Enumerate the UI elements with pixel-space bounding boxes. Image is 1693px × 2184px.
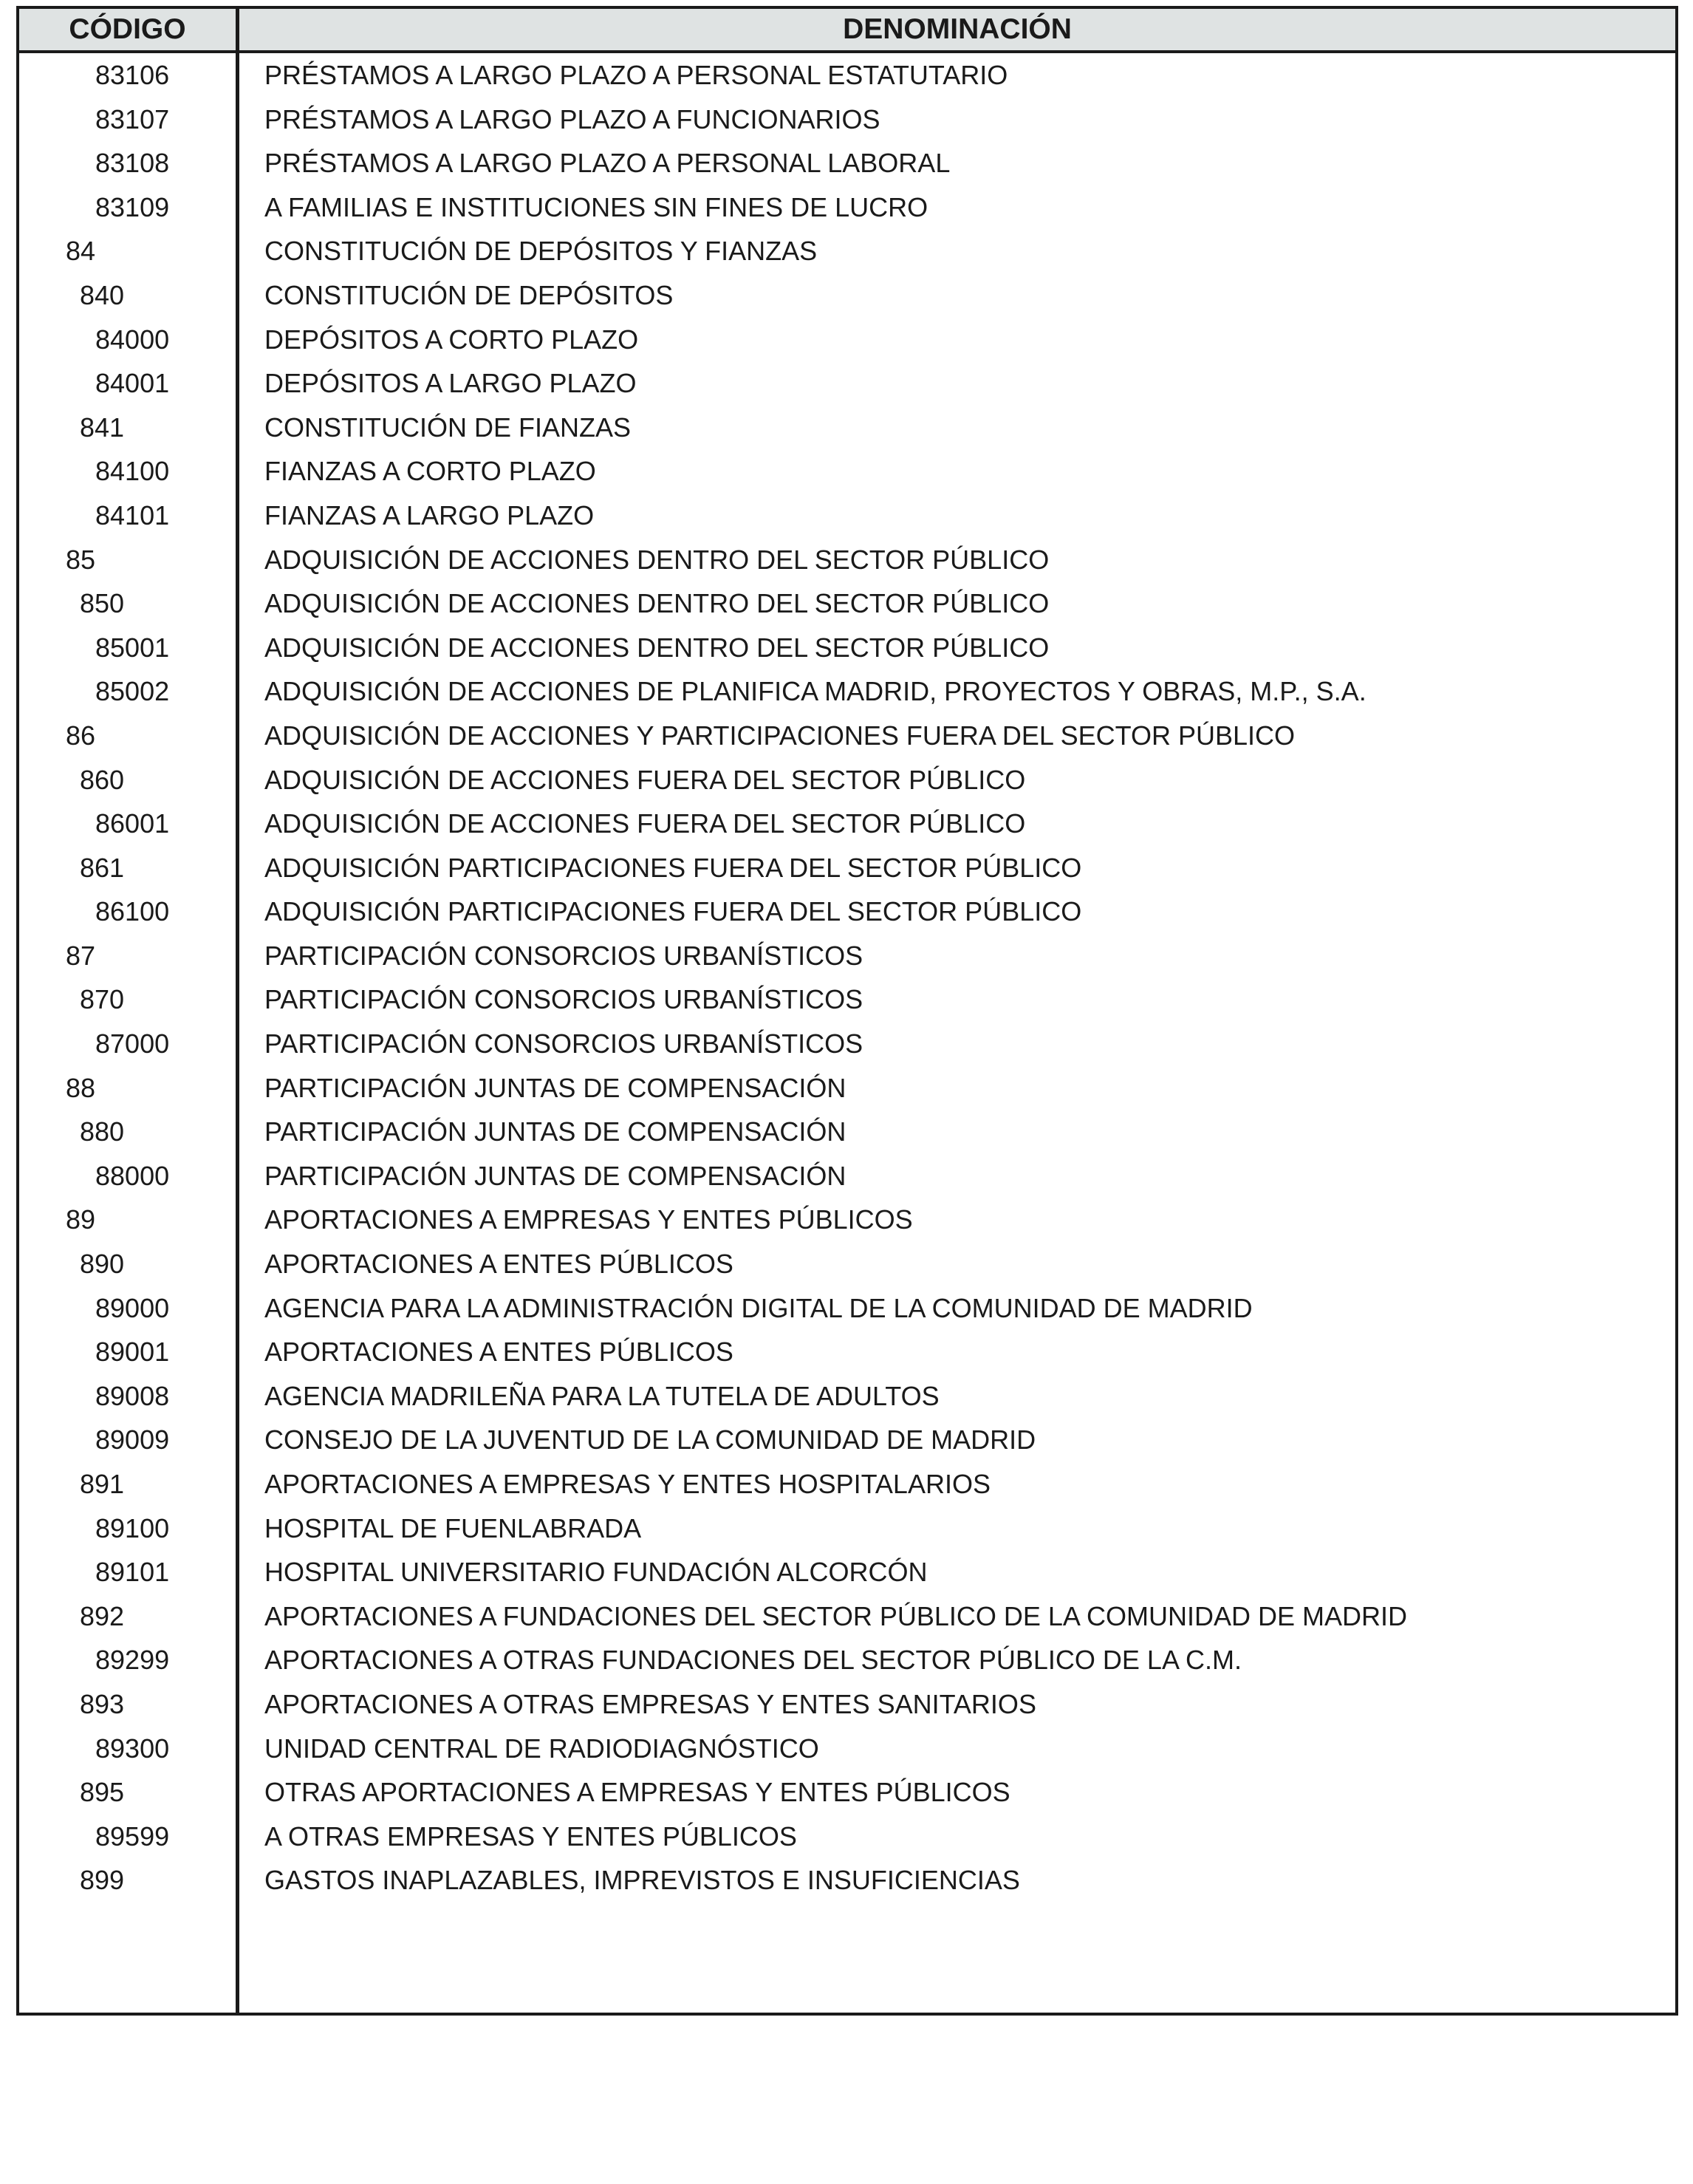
- row-code: 85: [66, 544, 96, 575]
- table-row: [19, 1198, 1675, 1242]
- table-row: [19, 1462, 1675, 1506]
- table-row: [19, 1682, 1675, 1727]
- table-row: [19, 1330, 1675, 1374]
- row-code: 83106: [95, 60, 170, 90]
- table-row: [19, 1858, 1675, 1903]
- table-row: [19, 1770, 1675, 1815]
- row-code: 870: [80, 984, 125, 1015]
- row-code: 84101: [95, 499, 170, 530]
- row-description: APORTACIONES A ENTES PÚBLICOS: [264, 1249, 733, 1280]
- table-row: [19, 494, 1675, 538]
- table-row: [19, 318, 1675, 362]
- row-description: PARTICIPACIÓN JUNTAS DE COMPENSACIÓN: [264, 1116, 846, 1147]
- row-code: 89009: [95, 1424, 170, 1456]
- table-row: [19, 1110, 1675, 1154]
- row-code: 83109: [95, 191, 170, 222]
- row-code: 87: [66, 940, 96, 971]
- table-row: [19, 669, 1675, 714]
- table-row: [19, 406, 1675, 450]
- row-description: DEPÓSITOS A CORTO PLAZO: [264, 324, 639, 355]
- table-row: [19, 1727, 1675, 1771]
- row-description: APORTACIONES A ENTES PÚBLICOS: [264, 1337, 733, 1368]
- row-description: APORTACIONES A OTRAS FUNDACIONES DEL SECTOR PÚBLICO DE LA C.M.: [264, 1645, 1242, 1676]
- row-description: ADQUISICIÓN DE ACCIONES Y PARTICIPACIONES FUERA DEL SECTOR PÚBLICO: [264, 720, 1295, 751]
- row-description: APORTACIONES A EMPRESAS Y ENTES PÚBLICOS: [264, 1204, 913, 1235]
- table-row: [19, 273, 1675, 318]
- row-code: 840: [80, 279, 125, 310]
- row-code: 895: [80, 1777, 125, 1808]
- row-description: AGENCIA PARA LA ADMINISTRACIÓN DIGITAL DE LA COMUNIDAD DE MADRID: [264, 1292, 1253, 1323]
- table-row: [19, 1022, 1675, 1066]
- table-row: [19, 934, 1675, 978]
- table-row: [19, 1066, 1675, 1110]
- table-row: [19, 538, 1675, 582]
- row-code: 89: [66, 1204, 96, 1235]
- row-description: PARTICIPACIÓN CONSORCIOS URBANÍSTICOS: [264, 1028, 863, 1059]
- row-code: 89100: [95, 1512, 170, 1543]
- budget-code-table: [16, 6, 1678, 2016]
- row-code: 89101: [95, 1557, 170, 1588]
- row-description: ADQUISICIÓN DE ACCIONES FUERA DEL SECTOR PÚBLICO: [264, 764, 1026, 795]
- table-row: [19, 626, 1675, 670]
- row-code: 87000: [95, 1028, 170, 1059]
- row-description: ADQUISICIÓN PARTICIPACIONES FUERA DEL SECTOR PÚBLICO: [264, 896, 1082, 927]
- row-code: 88: [66, 1072, 96, 1103]
- row-description: ADQUISICIÓN DE ACCIONES DENTRO DEL SECTOR PÚBLICO: [264, 632, 1050, 663]
- table-row: [19, 977, 1675, 1022]
- row-description: PARTICIPACIÓN JUNTAS DE COMPENSACIÓN: [264, 1072, 846, 1103]
- row-code: 86001: [95, 808, 170, 839]
- row-description: PARTICIPACIÓN CONSORCIOS URBANÍSTICOS: [264, 940, 863, 971]
- table-row: [19, 98, 1675, 142]
- table-row: [19, 1638, 1675, 1682]
- table-row: [19, 1506, 1675, 1551]
- row-description: PARTICIPACIÓN JUNTAS DE COMPENSACIÓN: [264, 1160, 846, 1191]
- row-code: 890: [80, 1249, 125, 1280]
- row-code: 84: [66, 236, 96, 267]
- row-description: CONSTITUCIÓN DE DEPÓSITOS: [264, 279, 674, 310]
- row-code: 89299: [95, 1645, 170, 1676]
- table-row: [19, 581, 1675, 626]
- row-description: ADQUISICIÓN DE ACCIONES DENTRO DEL SECTOR PÚBLICO: [264, 588, 1050, 619]
- table-row: [19, 1815, 1675, 1859]
- table-row: [19, 1550, 1675, 1594]
- row-description: APORTACIONES A OTRAS EMPRESAS Y ENTES SANITARIOS: [264, 1688, 1036, 1719]
- row-description: CONSEJO DE LA JUVENTUD DE LA COMUNIDAD DE MADRID: [264, 1424, 1036, 1456]
- table-row: [19, 141, 1675, 185]
- row-description: HOSPITAL UNIVERSITARIO FUNDACIÓN ALCORCÓN: [264, 1557, 928, 1588]
- row-code: 84000: [95, 324, 170, 355]
- row-code: 899: [80, 1865, 125, 1896]
- row-description: ADQUISICIÓN DE ACCIONES DE PLANIFICA MADRID, PROYECTOS Y OBRAS, M.P., S.A.: [264, 676, 1367, 707]
- row-code: 89000: [95, 1292, 170, 1323]
- row-description: PRÉSTAMOS A LARGO PLAZO A FUNCIONARIOS: [264, 103, 880, 134]
- row-code: 861: [80, 852, 125, 883]
- row-code: 85002: [95, 676, 170, 707]
- row-description: PRÉSTAMOS A LARGO PLAZO A PERSONAL LABORAL: [264, 148, 951, 179]
- row-description: CONSTITUCIÓN DE FIANZAS: [264, 412, 632, 443]
- header-denominacion: DENOMINACIÓN: [843, 13, 1072, 45]
- row-code: 89599: [95, 1820, 170, 1852]
- row-code: 83107: [95, 103, 170, 134]
- row-description: A FAMILIAS E INSTITUCIONES SIN FINES DE LUCRO: [264, 191, 928, 222]
- row-description: AGENCIA MADRILEÑA PARA LA TUTELA DE ADULTOS: [264, 1380, 940, 1411]
- row-description: PRÉSTAMOS A LARGO PLAZO A PERSONAL ESTATUTARIO: [264, 60, 1008, 90]
- table-row: [19, 1418, 1675, 1462]
- row-code: 84100: [95, 456, 170, 487]
- table-row: [19, 802, 1675, 846]
- table-row: [19, 185, 1675, 230]
- table-header: [19, 9, 1675, 53]
- row-code: 85001: [95, 632, 170, 663]
- row-code: 893: [80, 1688, 125, 1719]
- row-code: 89300: [95, 1733, 170, 1764]
- row-code: 892: [80, 1600, 125, 1631]
- row-description: ADQUISICIÓN DE ACCIONES DENTRO DEL SECTOR PÚBLICO: [264, 544, 1050, 575]
- row-code: 86100: [95, 896, 170, 927]
- row-code: 88000: [95, 1160, 170, 1191]
- row-description: OTRAS APORTACIONES A EMPRESAS Y ENTES PÚBLICOS: [264, 1777, 1010, 1808]
- row-description: A OTRAS EMPRESAS Y ENTES PÚBLICOS: [264, 1820, 797, 1852]
- table-row: [19, 890, 1675, 934]
- header-codigo: CÓDIGO: [69, 13, 186, 45]
- row-code: 84001: [95, 368, 170, 399]
- table-row: [19, 53, 1675, 98]
- row-code: 860: [80, 764, 125, 795]
- table-row: [19, 449, 1675, 494]
- row-code: 89001: [95, 1337, 170, 1368]
- row-description: FIANZAS A LARGO PLAZO: [264, 499, 595, 530]
- table-row: [19, 361, 1675, 406]
- table-row: [19, 229, 1675, 273]
- table-row: [19, 1374, 1675, 1419]
- row-code: 89008: [95, 1380, 170, 1411]
- row-description: GASTOS INAPLAZABLES, IMPREVISTOS E INSUFICIENCIAS: [264, 1865, 1020, 1896]
- table-row: [19, 1242, 1675, 1286]
- table-row: [19, 1154, 1675, 1198]
- row-description: APORTACIONES A FUNDACIONES DEL SECTOR PÚBLICO DE LA COMUNIDAD DE MADRID: [264, 1600, 1407, 1631]
- table-row: [19, 758, 1675, 802]
- row-description: DEPÓSITOS A LARGO PLAZO: [264, 368, 637, 399]
- row-description: CONSTITUCIÓN DE DEPÓSITOS Y FIANZAS: [264, 236, 818, 267]
- row-code: 841: [80, 412, 125, 443]
- row-description: FIANZAS A CORTO PLAZO: [264, 456, 596, 487]
- table-row: [19, 846, 1675, 890]
- row-code: 86: [66, 720, 96, 751]
- table-body: [19, 53, 1675, 1903]
- row-code: 880: [80, 1116, 125, 1147]
- row-description: ADQUISICIÓN DE ACCIONES FUERA DEL SECTOR PÚBLICO: [264, 808, 1026, 839]
- row-description: APORTACIONES A EMPRESAS Y ENTES HOSPITALARIOS: [264, 1469, 991, 1499]
- row-description: HOSPITAL DE FUENLABRADA: [264, 1512, 642, 1543]
- row-description: PARTICIPACIÓN CONSORCIOS URBANÍSTICOS: [264, 984, 863, 1015]
- row-description: ADQUISICIÓN PARTICIPACIONES FUERA DEL SECTOR PÚBLICO: [264, 852, 1082, 883]
- row-code: 83108: [95, 148, 170, 179]
- row-description: UNIDAD CENTRAL DE RADIODIAGNÓSTICO: [264, 1733, 819, 1764]
- row-code: 850: [80, 588, 125, 619]
- row-code: 891: [80, 1469, 125, 1499]
- table-row: [19, 1286, 1675, 1331]
- table-row: [19, 1594, 1675, 1639]
- table-row: [19, 714, 1675, 758]
